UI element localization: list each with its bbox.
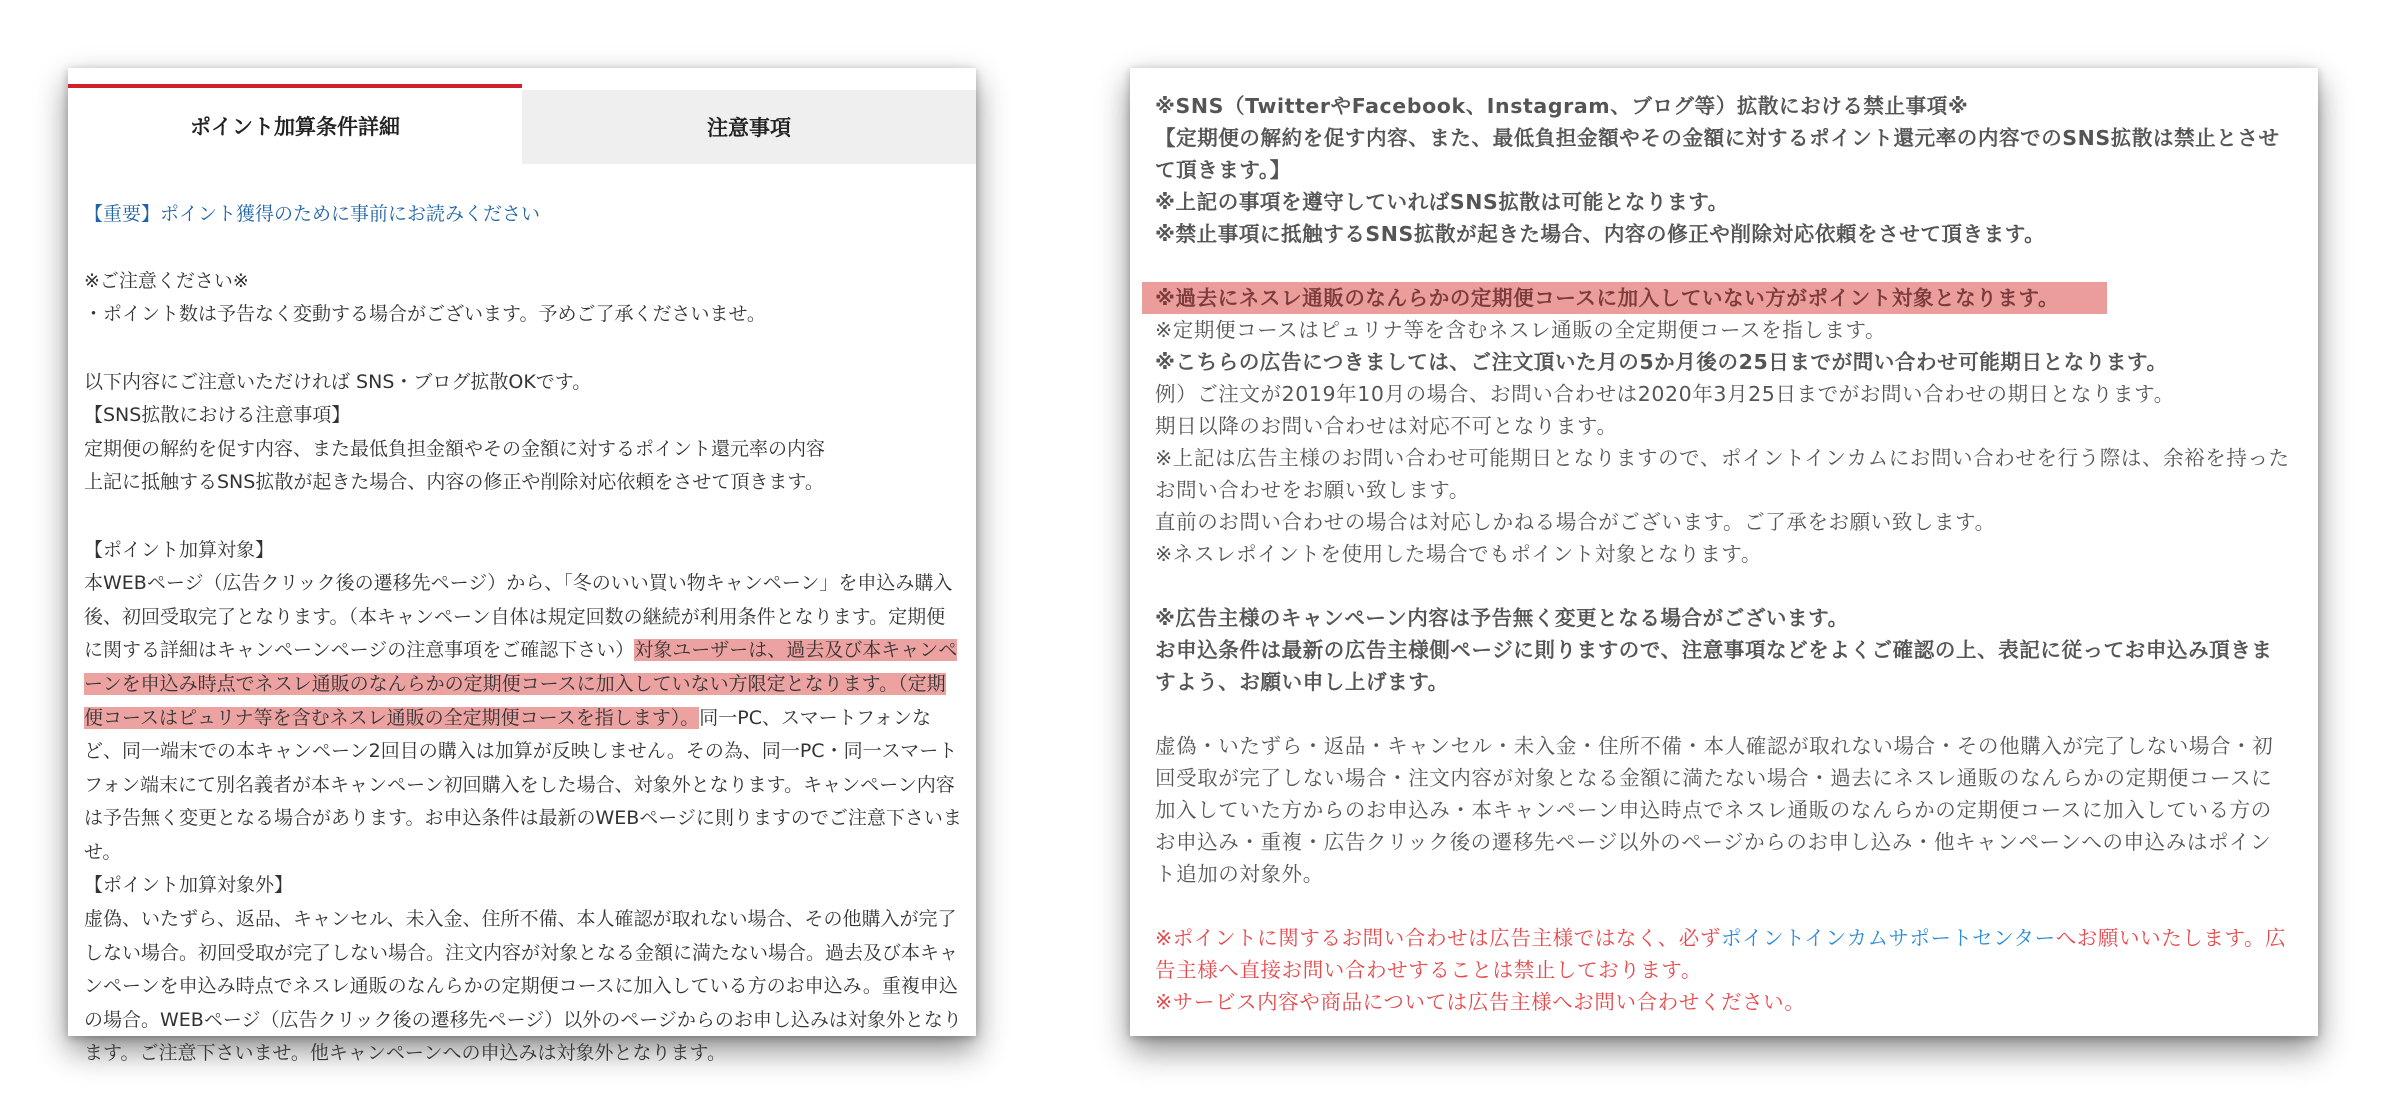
course-note: ※定期便コースはピュリナ等を含むネスレ通販の全定期便コースを指します。	[1155, 318, 1887, 342]
inquiry-deadline: ※こちらの広告につきましては、ご注文頂いた月の5か月後の25日までが問い合わせ可能期日となります。	[1155, 350, 2168, 374]
caution-text: ・ポイント数は予告なく変動する場合がございます。予めご了承くださいませ。	[84, 303, 766, 326]
conditions-content	[68, 164, 976, 1071]
sns-allowed-note: ※上記の事項を遵守していればSNS拡散は可能となります。	[1155, 190, 1729, 214]
sns-rule-1: 定期便の解約を促す内容、また最低負担金額やその金額に対するポイント還元率の内容	[84, 437, 826, 460]
support-center-link[interactable]: ポイントインカムサポートセンター	[1720, 926, 2056, 950]
sns-prohibited-rule: 【定期便の解約を促す内容、また、最低負担金額やその金額に対するポイント還元率の内容でのSNS拡散は禁止とさせて頂きます。】	[1155, 126, 2280, 182]
exclusion-text: 虚偽、いたずら、返品、キャンセル、未入金、住所不備、本人確認が取れない場合、その他購入が完了しない場合。初回受取が完了しない場合。注文内容が対象となる金額に満たない場合。過去及び本キャンペーンを申込み時点でネスレ通販のなんらかの定期便コースに加入している方のお申込み。重複申込の場合。WEBページ（広告クリック後の遷移先ページ）以外のページからのお申し込みは対象外となります。ご注意下さいませ。他キャンペーンへの申込みは対象外となります。	[84, 908, 962, 1065]
caution-heading: ※ご注意ください※	[84, 269, 249, 292]
target-heading: 【ポイント加算対象】	[84, 538, 275, 561]
campaign-conditions-panel	[68, 68, 976, 1065]
sns-prohibited-title: ※SNS（TwitterやFacebook、Instagram、ブログ等）拡散における禁止事項※	[1155, 94, 1969, 118]
exclusion-list: 虚偽・いたずら・返品・キャンセル・未入金・住所不備・本人確認が取れない場合・その他購入が完了しない場合・初回受取が完了しない場合・注文内容が対象となる金額に満たない場合・過去にネスレ通販のなんらかの定期便コースに加入していた方からのお申込み・本キャンペーン申込時点でネスレ通販のなんらかの定期便コースに加入している方のお申込み・重複・広告クリック後の遷移先ページ以外のページからのお申し込み・他キャンペーンへの申込みはポイント追加の対象外。	[1155, 734, 2274, 886]
tab-point-conditions[interactable]: ポイント加算条件詳細	[68, 84, 522, 164]
eligibility-highlight: ※過去にネスレ通販のなんらかの定期便コースに加入していない方がポイント対象となります。	[1142, 282, 2107, 314]
exclusion-heading: 【ポイント加算対象外】	[84, 874, 294, 897]
target-text: 本WEBページ（広告クリック後の遷移先ページ）から、「冬のいい買い物キャンペーン」を申込み購入後、初回受取完了となります。（本キャンペーン自体は規定回数の継続が利用条件となります。定期便に関する詳細はキャンペーンページの注意事項をご確認下さい）	[84, 572, 953, 662]
tab-bar	[68, 68, 976, 164]
target-text-2: 同一PC、スマートフォンなど、同一端末での本キャンペーン2回目の購入は加算が反映しません。その為、同一PC・同一スマートフォン端末にて別名義者が本キャンペーン初回購入をした場合、対象外となります。キャンペーン内容は予告無く変更となる場合があります。お申込条件は最新のWEBページに則りますのでご注意下さいませ。	[84, 706, 962, 863]
contact-text: ※ポイントに関するお問い合わせは広告主様ではなく、必ず	[1155, 926, 1721, 950]
tab-notes[interactable]: 注意事項	[522, 90, 976, 164]
after-deadline-note: 期日以降のお問い合わせは対応不可となります。	[1155, 414, 1618, 438]
notes-panel	[1130, 68, 2318, 1036]
contact-text-2: へお願いいたします。広告主様へ直接お問い合わせすることは禁止しております。	[1155, 926, 2287, 982]
important-notice-link[interactable]: 【重要】ポイント獲得のために事前にお読みください	[84, 202, 541, 225]
target-highlight: 対象ユーザーは、過去及び本キャンペーンを申込み時点でネスレ通販のなんらかの定期便コースに加入していない方限定となります。（定期便コースはピュリナ等を含むネスレ通販の全定期便コースを指します）。	[84, 639, 958, 729]
notes-content	[1130, 68, 2318, 1018]
campaign-change-note: ※広告主様のキャンペーン内容は予告無く変更となる場合がございます。	[1155, 606, 1849, 630]
sns-rule-2: 上記に抵触するSNS拡散が起きた場合、内容の修正や削除対応依頼をさせて頂きます。	[84, 471, 824, 494]
conditions-note: お申込条件は最新の広告主様側ページに則りますので、注意事項などをよくご確認の上、表記に従ってお申込み頂きますよう、お願い申し上げます。	[1155, 638, 2273, 694]
sns-ok-text: 以下内容にご注意いただければ SNS・ブログ拡散OKです。	[84, 370, 592, 393]
nestle-points-note: ※ネスレポイントを使用した場合でもポイント対象となります。	[1155, 542, 1762, 566]
contact-note	[1155, 922, 2290, 986]
advertiser-deadline-note: ※上記は広告主様のお問い合わせ可能期日となりますので、ポイントインカムにお問い合わせを行う際は、余裕を持ったお問い合わせをお願い致します。	[1155, 446, 2290, 502]
last-minute-note: 直前のお問い合わせの場合は対応しかねる場合がございます。ご了承をお願い致します。	[1155, 510, 1996, 534]
sns-heading: 【SNS拡散における注意事項】	[84, 404, 351, 427]
sns-violation-note: ※禁止事項に抵触するSNS拡散が起きた場合、内容の修正や削除対応依頼をさせて頂きます。	[1155, 222, 2046, 246]
service-inquiry-note: ※サービス内容や商品については広告主様へお問い合わせください。	[1155, 990, 1806, 1014]
deadline-example: 例）ご注文が2019年10月の場合、お問い合わせは2020年3月25日までがお問い合わせの期日となります。	[1155, 382, 2175, 406]
target-paragraph	[84, 567, 962, 869]
